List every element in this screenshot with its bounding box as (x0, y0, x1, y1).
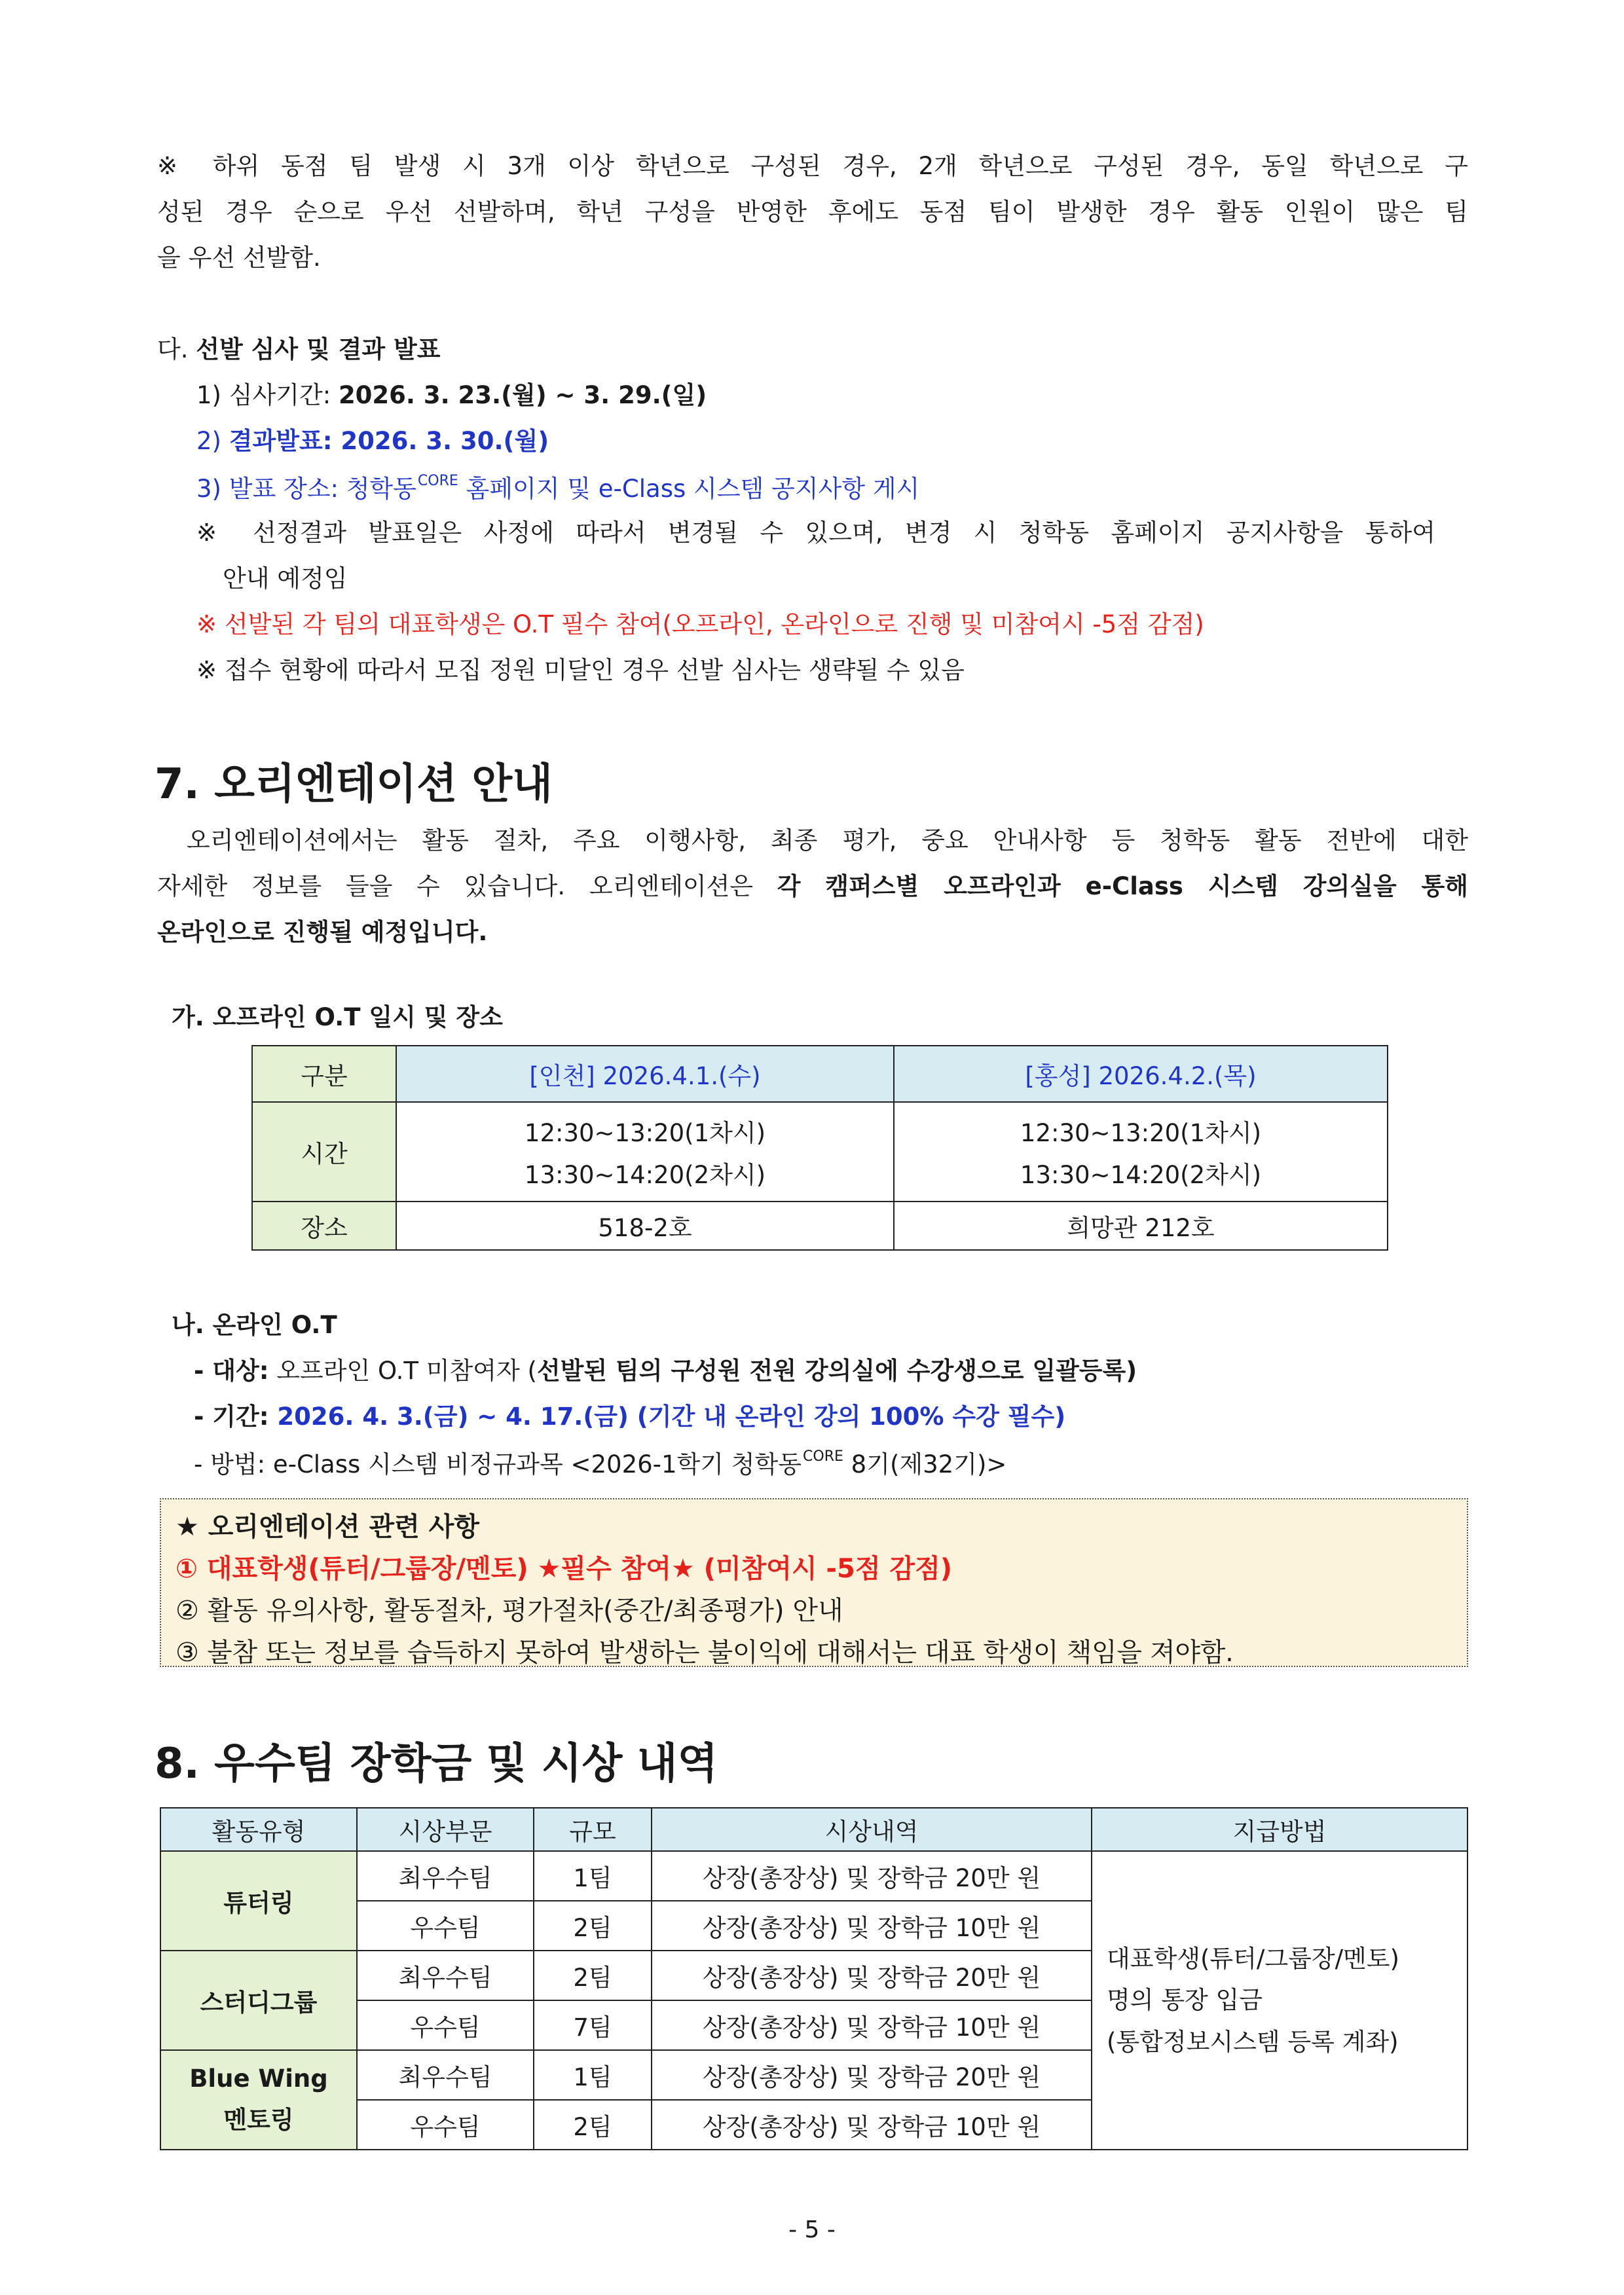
section-da-heading (157, 335, 440, 364)
result-date-item (196, 427, 549, 456)
payment-method (1092, 1851, 1467, 2150)
award-category: 우수팀 (357, 2100, 534, 2150)
online-ot-title: 나. 온라인 O.T (172, 1311, 337, 1339)
type-blue-wing-line-2: 멘토링 (223, 2106, 294, 2134)
incheon-time-2: 13:30~14:20(2차시) (524, 1161, 766, 1189)
table-row (160, 1851, 1467, 1901)
hongseong-time-1: 12:30~13:20(1차시) (1020, 1119, 1262, 1147)
result-note-line-1: ※ 선정결과 발표일은 사정에 따라서 변경될 수 있으며, 변경 시 청학동 홈페이지 공지사항을 통하여 (196, 519, 1435, 547)
award-category: 우수팀 (357, 1901, 534, 1951)
online-method-item (194, 1448, 1006, 1479)
award-header-type: 활동유형 (160, 1808, 357, 1851)
type-tutoring: 튜터링 (160, 1851, 357, 1951)
online-period-value: 2026. 4. 3.(금) ~ 4. 17.(금) (기간 내 온라인 강의 100% 수강 필수) (268, 1403, 1066, 1431)
notice-item-2: ② 활동 유의사항, 활동절차, 평가절차(중간/최종평가) 안내 (175, 1596, 843, 1626)
orientation-intro-line-3: 온라인으로 진행될 예정입니다. (157, 918, 488, 946)
review-period-item (196, 381, 707, 410)
orientation-notice-box (160, 1498, 1468, 1667)
award-size: 1팀 (534, 2050, 652, 2100)
tiebreak-line-3: 을 우선 선발함. (157, 244, 321, 272)
method-core-superscript: CORE (803, 1448, 843, 1465)
payment-line-3: (통합정보시스템 등록 계좌) (1107, 2027, 1399, 2056)
incheon-time-1: 12:30~13:20(1차시) (524, 1119, 766, 1147)
core-superscript: CORE (417, 473, 458, 489)
online-target-item (194, 1357, 1137, 1386)
tiebreak-line-2: 성된 경우 순으로 우선 선발하며, 학년 구성을 반영한 후에도 동점 팀이 발생한 경우 활동 인원이 많은 팀 (157, 198, 1468, 226)
incheon-place: 518-2호 (396, 1202, 894, 1250)
offline-header-category: 구분 (252, 1046, 396, 1102)
orientation-intro-line-1: 오리엔테이션에서는 활동 절차, 주요 이행사항, 최종 평가, 중요 안내사항 등 청학동 활동 전반에 대한 (187, 826, 1468, 854)
award-size: 2팀 (534, 2100, 652, 2150)
orientation-intro-line-2-bold: 각 캠퍼스별 오프라인과 e-Class 시스템 강의실을 통해 (777, 872, 1469, 900)
section-7-heading: 7. 오리엔테이션 안내 (155, 760, 553, 809)
announcement-place-post: 홈페이지 및 e-Class 시스템 공지사항 게시 (458, 475, 920, 503)
section-da-title: 선발 심사 및 결과 발표 (196, 335, 441, 363)
online-period-label: - 기간: (194, 1403, 269, 1431)
type-study-group: 스터디그룹 (160, 1951, 357, 2050)
award-category: 최우수팀 (357, 2050, 534, 2100)
type-blue-wing-mentoring (160, 2050, 357, 2150)
award-header-detail: 시상내역 (652, 1808, 1092, 1851)
hongseong-place: 희망관 212호 (894, 1202, 1388, 1250)
offline-ot-title: 가. 오프라인 O.T 일시 및 장소 (172, 1003, 503, 1031)
review-skip-note: ※ 접수 현황에 따라서 모집 정원 미달인 경우 선발 심사는 생략될 수 있음 (196, 656, 965, 684)
award-category: 최우수팀 (357, 1851, 534, 1901)
award-size: 2팀 (534, 1901, 652, 1951)
award-header-size: 규모 (534, 1808, 652, 1851)
offline-hongseong-time (894, 1102, 1388, 1202)
result-date-value: 결과발표: 2026. 3. 30.(월) (229, 427, 549, 455)
online-method-pre: - 방법: e-Class 시스템 비정규과목 <2026-1학기 청학동 (194, 1450, 802, 1478)
offline-time-label: 시간 (252, 1102, 396, 1202)
review-period-label: 1) 심사기간: (196, 381, 339, 409)
result-date-label: 2) (196, 427, 229, 455)
review-period-value: 2026. 3. 23.(월) ~ 3. 29.(일) (338, 381, 707, 409)
online-target-bold: 선발된 팀의 구성원 전원 강의실에 수강생으로 일괄등록) (536, 1357, 1137, 1385)
award-header-payment: 지급방법 (1092, 1808, 1467, 1851)
section-da-prefix: 다. (157, 335, 196, 363)
online-target-label: - 대상: (194, 1357, 269, 1385)
award-detail: 상장(총장상) 및 장학금 10만 원 (652, 1901, 1092, 1951)
orientation-intro-line-2-pre: 자세한 정보를 들을 수 있습니다. 오리엔테이션은 (157, 872, 777, 900)
award-table (160, 1807, 1468, 2150)
orientation-intro-line-2 (157, 872, 1468, 901)
result-note-line-2: 안내 예정임 (223, 564, 348, 593)
award-category: 우수팀 (357, 2000, 534, 2050)
award-header-category: 시상부문 (357, 1808, 534, 1851)
offline-incheon-time (396, 1102, 894, 1202)
notice-item-1: ① 대표학생(튜터/그룹장/멘토) ★필수 참여★ (미참여시 -5점 감점) (175, 1554, 952, 1584)
award-size: 2팀 (534, 1951, 652, 2000)
online-method-post: 8기(제32기)> (843, 1450, 1007, 1478)
award-detail: 상장(총장상) 및 장학금 10만 원 (652, 2000, 1092, 2050)
offline-header-hongseong: [홍성] 2026.4.2.(목) (894, 1046, 1388, 1102)
award-detail: 상장(총장상) 및 장학금 10만 원 (652, 2100, 1092, 2150)
award-detail: 상장(총장상) 및 장학금 20만 원 (652, 2050, 1092, 2100)
offline-ot-table (251, 1045, 1388, 1251)
page-number: - 5 - (788, 2216, 836, 2243)
online-period-item (194, 1403, 1065, 1431)
notice-item-3: ③ 불참 또는 정보를 습득하지 못하여 발생하는 불이익에 대해서는 대표 학생이 책임을 져야함. (175, 1638, 1234, 1668)
section-8-heading: 8. 우수팀 장학금 및 시상 내역 (155, 1740, 718, 1788)
announcement-place-item (196, 473, 919, 504)
notice-title: ★ 오리엔테이션 관련 사항 (175, 1512, 480, 1542)
award-detail: 상장(총장상) 및 장학금 20만 원 (652, 1951, 1092, 2000)
hongseong-time-2: 13:30~14:20(2차시) (1020, 1161, 1262, 1189)
announcement-place-pre: 3) 발표 장소: 청학동 (196, 475, 416, 503)
award-size: 1팀 (534, 1851, 652, 1901)
offline-place-label: 장소 (252, 1202, 396, 1250)
offline-header-incheon: [인천] 2026.4.1.(수) (396, 1046, 894, 1102)
ot-mandatory-note: ※ 선발된 각 팀의 대표학생은 O.T 필수 참여(오프라인, 온라인으로 진행 및 미참여시 -5점 감점) (196, 610, 1204, 638)
tiebreak-line-1: ※ 하위 동점 팀 발생 시 3개 이상 학년으로 구성된 경우, 2개 학년으로 구성된 경우, 동일 학년으로 구 (157, 152, 1468, 180)
award-category: 최우수팀 (357, 1951, 534, 2000)
online-target-text: 오프라인 O.T 미참여자 ( (268, 1357, 537, 1385)
payment-line-1: 대표학생(튜터/그룹장/멘토) (1107, 1944, 1399, 1973)
payment-line-2: 명의 통장 입금 (1107, 1986, 1263, 2015)
type-blue-wing-line-1: Blue Wing (189, 2065, 328, 2093)
award-size: 7팀 (534, 2000, 652, 2050)
award-detail: 상장(총장상) 및 장학금 20만 원 (652, 1851, 1092, 1901)
